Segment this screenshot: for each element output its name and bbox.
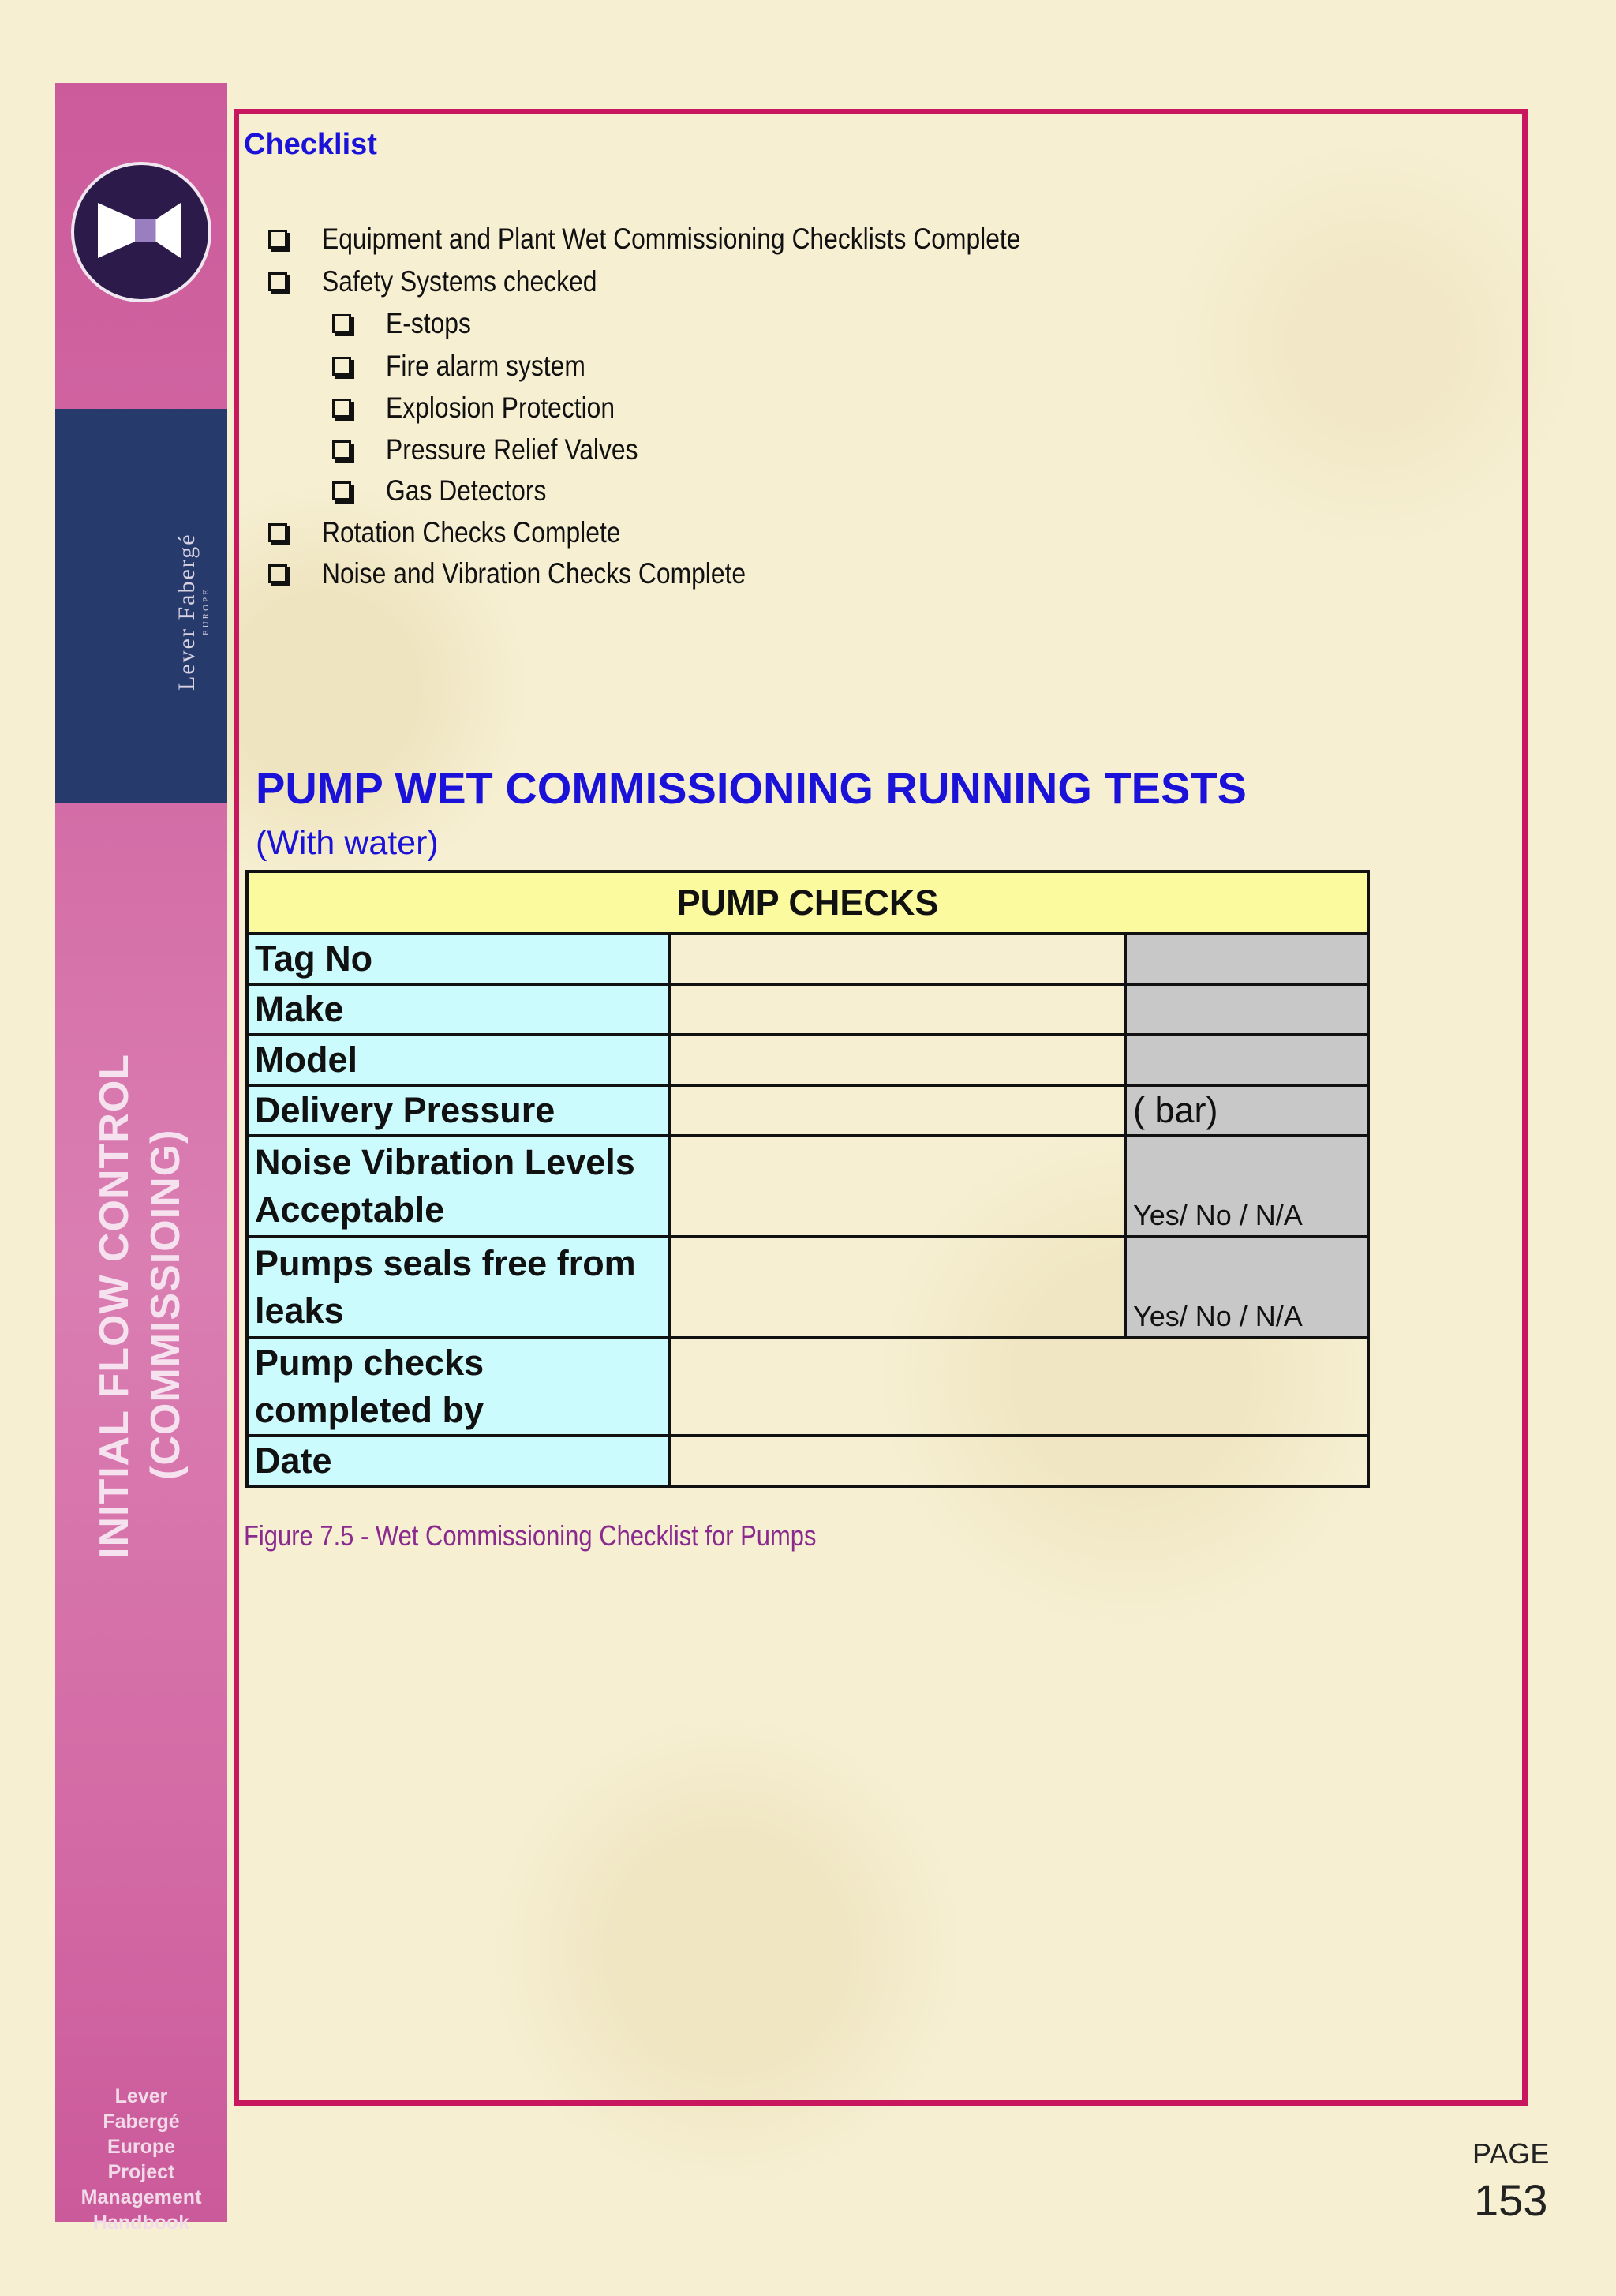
page-title: PUMP WET COMMISSIONING RUNNING TESTS [256,763,1247,813]
yes-no-cell[interactable]: Yes/ No / N/A [1125,1136,1368,1237]
checklist-item[interactable] [268,223,1135,256]
checklist-item-label: Pressure Relief Valves [386,433,638,466]
yes-no-cell[interactable]: Yes/ No / N/A [1125,1237,1368,1338]
table-title: PUMP CHECKS [247,871,1368,934]
row-label: Delivery Pressure [247,1085,669,1136]
row-label: Pumps seals free from leaks [247,1237,669,1338]
value-cell[interactable] [669,1085,1125,1136]
row-label: Make [247,984,669,1035]
checklist-item-label: E-stops [386,307,471,339]
checkbox-icon[interactable] [268,564,287,583]
extra-cell[interactable] [1125,1035,1368,1085]
checkbox-icon[interactable] [332,314,351,333]
checkbox-icon[interactable] [332,440,351,459]
checkbox-icon[interactable] [332,399,351,418]
checklist-heading: Checklist [244,128,377,161]
value-cell[interactable] [669,984,1125,1035]
brand-name: Lever Fabergé [174,533,200,691]
table-row [247,1085,1368,1136]
checklist-item-label: Explosion Protection [386,391,615,424]
brand-subtitle: EUROPE [201,587,211,635]
handbook-label: Lever Fabergé Europe Project Management Handbook [80,2085,202,2234]
checkbox-icon[interactable] [268,230,287,249]
checklist-subitem[interactable] [332,433,679,466]
value-cell[interactable] [669,934,1125,984]
checkbox-icon[interactable] [332,481,351,500]
page-subtitle: (With water) [256,824,439,862]
value-cell[interactable] [669,1237,1125,1338]
checklist-subitem[interactable] [332,391,652,425]
checklist-subitem[interactable] [332,307,484,340]
extra-cell[interactable] [1125,934,1368,984]
checkbox-icon[interactable] [268,523,287,542]
checklist-subitem[interactable] [332,350,618,383]
row-label: Pump checks completed by [247,1338,669,1436]
checklist-item[interactable] [268,557,815,590]
table-row [247,1338,1368,1436]
checklist-item-label: Noise and Vibration Checks Complete [322,557,746,590]
row-label: Tag No [247,934,669,984]
value-cell[interactable] [669,1035,1125,1085]
checkbox-icon[interactable] [268,272,287,291]
table-row [247,1436,1368,1486]
value-cell[interactable] [669,1136,1125,1237]
section-title-line2: (COMMISSIOING) [143,1129,189,1480]
table-row [247,1237,1368,1338]
checklist-subitem[interactable] [332,474,572,508]
page-number: 153 [1474,2175,1548,2225]
checklist-item-label: Equipment and Plant Wet Commissioning Checklists Complete [322,223,1021,255]
funnel-logo-icon [71,162,211,302]
checklist-item-label: Gas Detectors [386,474,547,507]
page-label: PAGE [1472,2137,1550,2170]
completed-by-field[interactable] [669,1338,1368,1436]
table-row [247,1035,1368,1085]
checklist-item[interactable] [268,265,642,298]
checklist-item-label: Rotation Checks Complete [322,516,621,549]
row-label: Date [247,1436,669,1486]
checklist-item[interactable] [268,516,669,549]
row-label: Noise Vibration Levels Acceptable [247,1136,669,1237]
side-spine [55,83,227,2234]
table-row [247,1136,1368,1237]
date-field[interactable] [669,1436,1368,1486]
pump-checks-table [245,870,1370,1488]
extra-cell[interactable] [1125,984,1368,1035]
row-label: Model [247,1035,669,1085]
figure-caption: Figure 7.5 - Wet Commissioning Checklist for Pumps [244,1519,817,1552]
checklist-item-label: Fire alarm system [386,350,585,382]
pressure-unit-cell[interactable]: ( bar) [1125,1085,1368,1136]
checkbox-icon[interactable] [332,357,351,376]
table-row [247,934,1368,984]
table-row [247,984,1368,1035]
section-title-line1: INITIAL FLOW CONTROL [92,1053,137,1559]
checklist-item-label: Safety Systems checked [322,265,597,298]
